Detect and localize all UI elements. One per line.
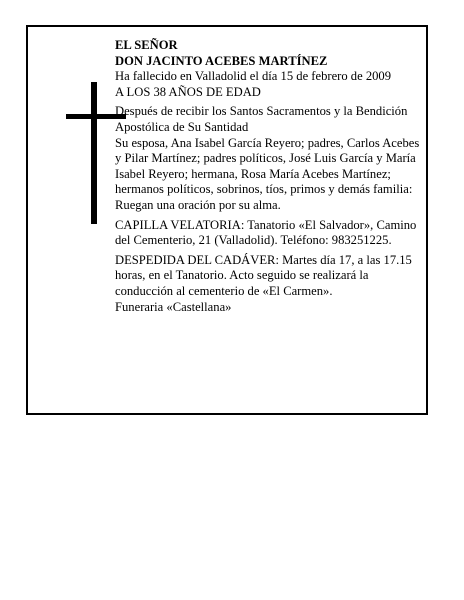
age-statement: A LOS 38 AÑOS DE EDAD (115, 84, 261, 99)
obituary-text (115, 38, 420, 315)
funeral-home: Funeraria «Castellana» (115, 299, 232, 314)
family-statement: Su esposa, Ana Isabel García Reyero; padres, Carlos Acebes y Pilar Martínez; padres políticos, José Luis García y María Isabel Reyero; hermana, Rosa María Acebes Martínez; hermanos políticos, sobrinos, tíos, primos y demás familia: (115, 135, 420, 197)
farewell-statement: DESPEDIDA DEL CADÁVER: Martes día 17, a las 17.15 horas, en el Tanatorio. Acto seguido se realizará la conducción al cementerio de «El Carmen». (115, 252, 412, 298)
chapel-statement: CAPILLA VELATORIA: Tanatorio «El Salvador», Camino del Cementerio, 21 (Valladolid). Teléfono: 983251225. (115, 217, 417, 248)
death-statement: Ha fallecido en Valladolid el día 15 de febrero de 2009 (115, 69, 392, 84)
obituary-title: EL SEÑOR (115, 38, 178, 52)
deceased-name: DON JACINTO ACEBES MARTÍNEZ (115, 53, 328, 68)
prayer-statement: Ruegan una oración por su alma. (115, 197, 281, 212)
sacraments-statement: Después de recibir los Santos Sacramentos y la Bendición Apostólica de Su Santidad (115, 104, 408, 134)
cross-vertical-bar (91, 82, 97, 224)
